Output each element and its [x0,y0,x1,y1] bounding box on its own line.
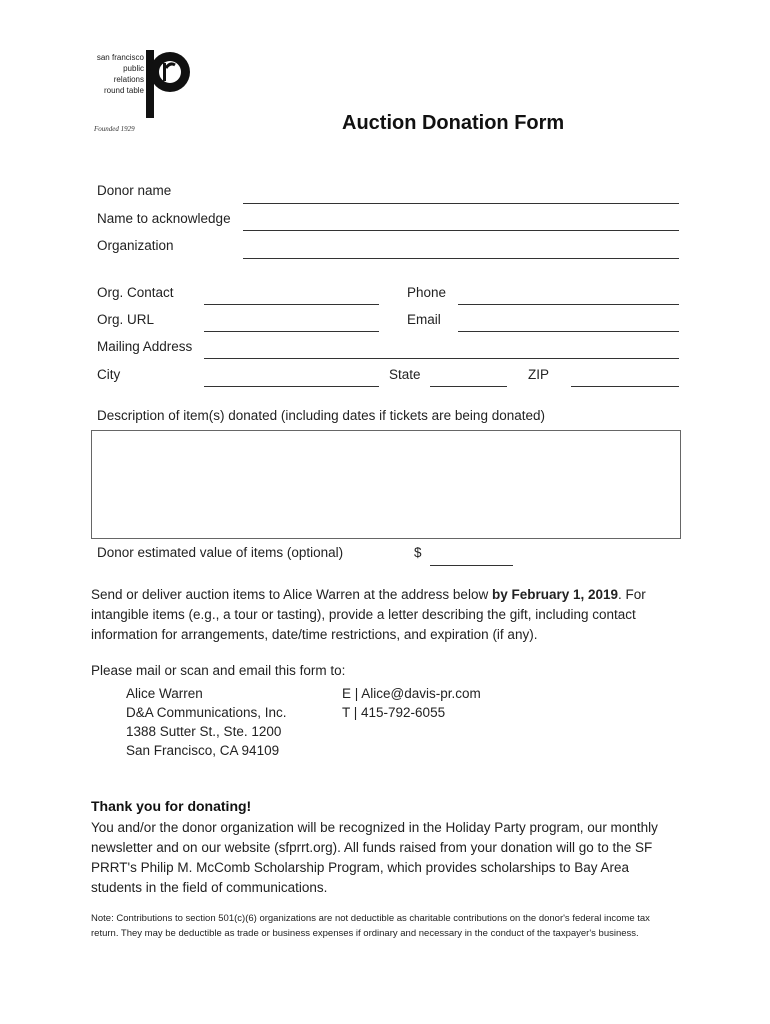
logo-line: round table [103,86,144,95]
organization-field[interactable] [243,258,679,259]
logo-founded: Founded 1929 [94,125,135,133]
city-label: City [97,367,121,382]
estimated-value-field[interactable] [430,565,513,566]
address-line: 1388 Sutter St., Ste. 1200 [126,724,282,739]
state-field[interactable] [430,386,507,387]
thanks-body: You and/or the donor organization will be recognized in the Holiday Party program, our monthly newsletter and on our website (sfprrt.org). All funds raised from your donation will go to the SF PRRT's Philip M. McComb Scholarship Program, which provides scholarships to Bay Area students in the field of communications. [91,820,658,895]
description-textarea[interactable] [91,430,681,539]
logo-text [97,52,144,96]
logo-mark [146,48,190,120]
mail-to-address [126,684,287,760]
logo-line: san francisco [96,53,144,62]
description-label: Description of item(s) donated (including dates if tickets are being donated) [97,408,545,423]
address-line: San Francisco, CA 94109 [126,743,280,758]
deadline: by February 1, 2019 [491,587,619,602]
contact-phone: T | 415-792-6055 [342,705,446,720]
donor-name-label: Donor name [97,183,172,198]
mailing-address-field[interactable] [204,358,679,359]
name-to-acknowledge-field[interactable] [243,230,679,231]
phone-field[interactable] [458,304,679,305]
org-url-field[interactable] [204,331,379,332]
zip-label: ZIP [528,367,550,382]
org-url-label: Org. URL [97,312,155,327]
instructions-text-continued: . For intangible items (e.g., a tour or tasting), provide a letter describing the gift, including contact information for arrangements, date/time restrictions, and expiration (if any). [91,587,646,642]
phone-label: Phone [407,285,447,300]
name-to-acknowledge-label: Name to acknowledge [97,211,231,226]
zip-field[interactable] [571,386,679,387]
mailing-address-label: Mailing Address [97,339,193,354]
thanks-heading: Thank you for donating! [91,798,252,814]
email-field[interactable] [458,331,679,332]
state-label: State [389,367,421,382]
logo-line: public [123,64,144,73]
logo [84,48,194,133]
city-field[interactable] [204,386,379,387]
contact-email: E | Alice@davis-pr.com [342,686,481,701]
instructions-text: Send or deliver auction items to Alice Warren at the address below [91,587,492,602]
page-title: Auction Donation Form [342,112,565,134]
dollar-sign: $ [414,545,422,560]
logo-line: relations [113,75,144,84]
email-label: Email [407,312,441,327]
mail-to-contact [342,684,481,722]
instructions-paragraph [91,585,681,645]
mail-to-heading: Please mail or scan and email this form to: [91,663,346,678]
org-contact-label: Org. Contact [97,285,174,300]
address-line: Alice Warren [126,686,203,701]
estimated-value-label: Donor estimated value of items (optional) [97,545,344,560]
org-contact-field[interactable] [204,304,379,305]
address-line: D&A Communications, Inc. [126,705,287,720]
tax-note: Note: Contributions to section 501(c)(6) organizations are not deductible as charitable contributions on the donor's federal income tax return. They may be deductible as trade or business expenses if ordinary and necessary in the conduct of the taxpayer's business. [91,913,650,939]
donor-name-field[interactable] [243,203,679,204]
organization-label: Organization [97,238,174,253]
